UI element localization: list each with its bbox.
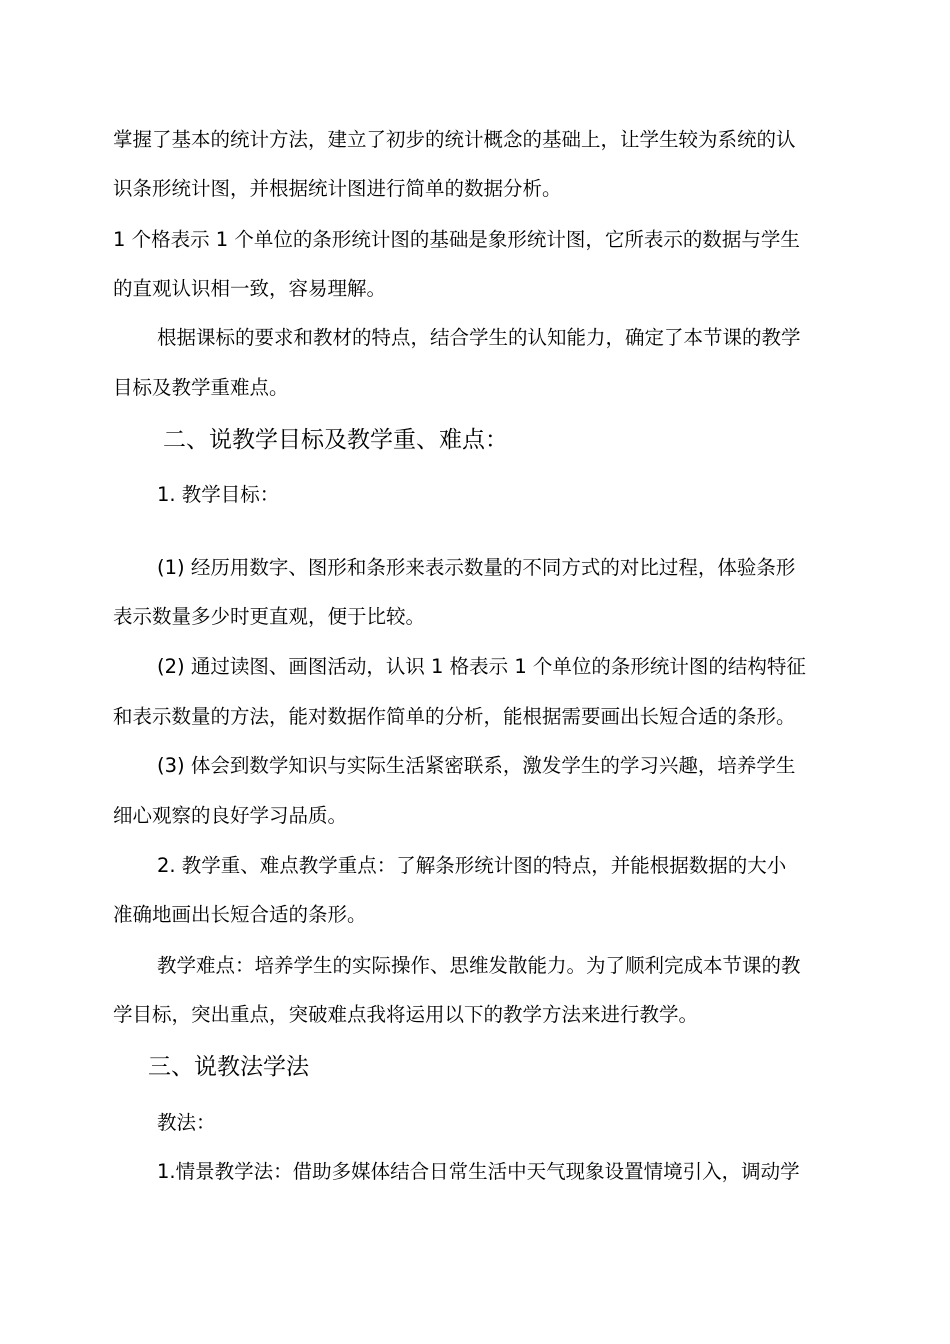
paragraph-line: 细心观察的良好学习品质。 bbox=[113, 804, 348, 827]
paragraph-line: 掌握了基本的统计方法，建立了初步的统计概念的基础上，让学生较为系统的认 bbox=[113, 128, 796, 151]
section-heading: 三、说教法学法 bbox=[148, 1054, 309, 1080]
paragraph-line: 1.情景教学法：借助多媒体结合日常生活中天气现象设置情境引入，调动学 bbox=[157, 1160, 800, 1183]
paragraph-line: 的直观认识相一致，容易理解。 bbox=[113, 277, 387, 300]
list-item: (2) 通过读图、画图活动，认识 1 格表示 1 个单位的条形统计图的结构特征 bbox=[157, 655, 806, 678]
paragraph-line: 根据课标的要求和教材的特点，结合学生的认知能力，确定了本节课的教学 bbox=[157, 326, 801, 349]
list-item: (3) 体会到数学知识与实际生活紧密联系，激发学生的学习兴趣，培养学生 bbox=[157, 754, 796, 777]
list-item: (1) 经历用数字、图形和条形来表示数量的不同方式的对比过程，体验条形 bbox=[157, 556, 796, 579]
paragraph-line: 和表示数量的方法，能对数据作简单的分析，能根据需要画出长短合适的条形。 bbox=[113, 705, 796, 728]
paragraph-line: 准确地画出长短合适的条形。 bbox=[113, 903, 367, 926]
subsection-heading: 2. 教学重、难点教学重点：了解条形统计图的特点，并能根据数据的大小 bbox=[157, 854, 787, 877]
paragraph-line: 表示数量多少时更直观，便于比较。 bbox=[113, 605, 426, 628]
subsection-heading: 1. 教学目标： bbox=[157, 483, 280, 506]
subsection-heading: 教法： bbox=[157, 1111, 216, 1134]
paragraph-line: 目标及教学重难点。 bbox=[113, 376, 289, 399]
section-heading: 二、说教学目标及教学重、难点： bbox=[163, 427, 508, 453]
paragraph-line: 识条形统计图，并根据统计图进行简单的数据分析。 bbox=[113, 177, 562, 200]
paragraph-line: 学目标，突出重点，突破难点我将运用以下的教学方法来进行教学。 bbox=[113, 1003, 699, 1026]
paragraph-line: 教学难点：培养学生的实际操作、思维发散能力。为了顺利完成本节课的教 bbox=[157, 954, 801, 977]
paragraph-line: 1 个格表示 1 个单位的条形统计图的基础是象形统计图，它所表示的数据与学生 bbox=[113, 228, 800, 251]
